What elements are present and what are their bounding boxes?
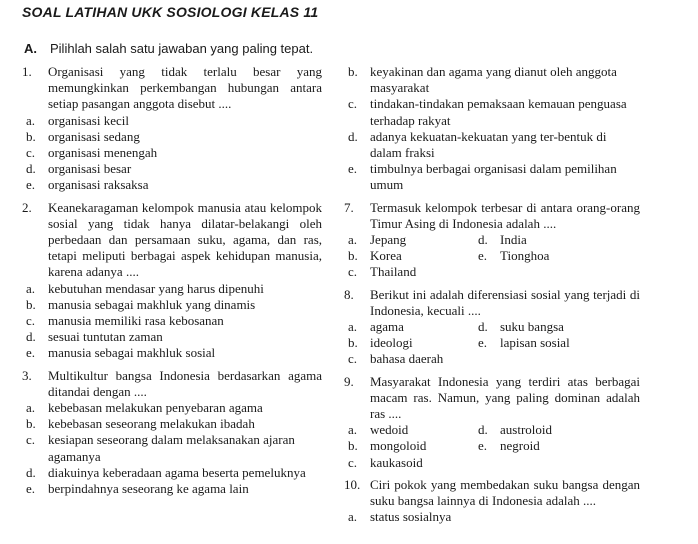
option-label: a.: [348, 422, 358, 438]
option-text: Thailand: [370, 264, 417, 280]
option: [344, 129, 640, 161]
option-text: Jepang: [370, 232, 407, 248]
option-label: e.: [26, 481, 36, 497]
option-text: sesuai tuntutan zaman: [48, 329, 163, 345]
option-text: wedoid: [370, 422, 409, 438]
option-text: berpindahnya seseorang ke agama lain: [48, 481, 249, 497]
option: [344, 96, 640, 128]
question-3: [22, 368, 322, 498]
option-label: a.: [348, 509, 358, 525]
option-label: a.: [348, 232, 358, 248]
question-number: 9.: [344, 373, 354, 389]
option: [344, 422, 474, 438]
option-text: status sosialnya: [370, 509, 452, 525]
option-text: adanya kekuatan-kekuatan yang ter-bentuk di dalam fraksi: [370, 128, 607, 161]
option: [344, 335, 474, 351]
question-8: [344, 287, 640, 368]
option: [344, 438, 474, 454]
question-number: 10.: [344, 476, 361, 492]
option-text: manusia sebagai makhluk yang dinamis: [48, 296, 256, 312]
option-text: kesiapan seseorang dalam melaksanakan ajaran agamanya: [48, 432, 295, 464]
option-label: b.: [348, 335, 358, 351]
section-header: [24, 41, 313, 56]
option: [474, 438, 640, 454]
option: [344, 351, 474, 367]
option: [22, 329, 322, 345]
option-label: d.: [478, 319, 488, 335]
option-label: b.: [26, 296, 36, 312]
option-text: bahasa daerah: [370, 351, 444, 367]
option-label: c.: [348, 96, 358, 112]
option: [344, 161, 640, 193]
section-instruction: Pilihlah salah satu jawaban yang paling tepat.: [50, 41, 314, 56]
option-text: organisasi sedang: [48, 128, 140, 144]
question-9: [344, 374, 640, 471]
option-label: d.: [478, 232, 488, 248]
option-label: b.: [348, 248, 358, 264]
option: [22, 313, 322, 329]
option-label: c.: [348, 351, 358, 367]
option-text: suku bangsa: [500, 319, 564, 335]
option-label: a.: [348, 319, 358, 335]
option: [22, 129, 322, 145]
question-number: 2.: [22, 199, 32, 215]
option: [22, 281, 322, 297]
option-label: c.: [26, 313, 36, 329]
question-2: [22, 200, 322, 362]
option: [344, 319, 474, 335]
question-text: Masyarakat Indonesia yang terdiri atas berbagai macam ras. Namun, yang paling dominan adalah ras ....: [370, 373, 640, 422]
option-text: organisasi menengah: [48, 145, 158, 161]
option-text: mongoloid: [370, 438, 427, 454]
option-text: Tionghoa: [500, 248, 550, 264]
option-label: c.: [348, 264, 358, 280]
option: [22, 113, 322, 129]
option-label: e.: [478, 335, 488, 351]
question-text: Multikultur bangsa Indonesia berdasarkan agama ditandai dengan ....: [48, 367, 322, 399]
option-text: manusia sebagai makhluk sosial: [48, 345, 216, 361]
option: [22, 161, 322, 177]
right-column: [344, 64, 640, 531]
option-text: negroid: [500, 438, 540, 454]
option-label: e.: [348, 161, 358, 177]
option-text: agama: [370, 319, 404, 335]
option: [474, 335, 640, 351]
option: [474, 422, 640, 438]
option-text: timbulnya berbagai organisasi dalam pemilihan umum: [370, 161, 617, 193]
option: [22, 345, 322, 361]
option: [22, 432, 322, 464]
question-text: Keanekaragaman kelompok manusia atau kelompok sosial yang tidak hanya dilatar-belakangi oleh perbedaan dan persamaan suku, agama, dan ras, tetapi meliputi berbagai aspek kehidupan manusia, karena adanya ....: [48, 199, 322, 280]
option-label: e.: [26, 177, 36, 193]
question-text: Organisasi yang tidak terlalu besar yang memungkinkan perkembangan hubungan antara setiap pasangan anggota disebut ....: [48, 64, 322, 112]
page-title: SOAL LATIHAN UKK SOSIOLOGI KELAS 11: [22, 4, 319, 20]
option-label: b.: [348, 64, 358, 79]
question-1: [22, 64, 322, 194]
option-text: ideologi: [370, 335, 413, 351]
question-10: [344, 477, 640, 526]
question-number: 8.: [344, 286, 354, 302]
option-text: tindakan-tindakan pemaksaan kemauan penguasa terhadap rakyat: [370, 96, 627, 128]
option: [344, 264, 474, 280]
question-number: 3.: [22, 367, 32, 383]
option-text: diakuinya keberadaan agama beserta pemeluknya: [48, 464, 306, 480]
option-text: austroloid: [500, 422, 552, 438]
option: [22, 465, 322, 481]
option-label: c.: [348, 454, 358, 470]
option-text: lapisan sosial: [500, 335, 570, 351]
option-label: b.: [26, 416, 36, 432]
option-label: d.: [478, 422, 488, 438]
option-text: manusia memiliki rasa kebosanan: [48, 313, 224, 329]
option-label: d.: [348, 128, 358, 144]
option-text: kaukasoid: [370, 454, 423, 470]
option-label: d.: [26, 329, 36, 345]
option-label: d.: [26, 161, 36, 177]
option-label: a.: [26, 400, 36, 416]
option: [22, 145, 322, 161]
question-text: Ciri pokok yang membedakan suku bangsa dengan suku bangsa lainnya di Indonesia adalah ....: [370, 476, 640, 509]
option-text: organisasi kecil: [48, 112, 129, 128]
question-number: 1.: [22, 64, 32, 79]
option: [344, 232, 474, 248]
option-text: organisasi raksaksa: [48, 177, 149, 193]
option-label: b.: [348, 438, 358, 454]
option: [344, 248, 474, 264]
option: [474, 232, 640, 248]
option-label: e.: [26, 345, 36, 361]
option-text: Korea: [370, 248, 402, 264]
option-text: kebebasan melakukan penyebaran agama: [48, 400, 263, 416]
option-label: e.: [478, 438, 488, 454]
option: [22, 297, 322, 313]
option-label: c.: [26, 145, 36, 161]
option-text: kebutuhan mendasar yang harus dipenuhi: [48, 280, 264, 296]
question-text: Termasuk kelompok terbesar di antara orang-orang Timur Asing di Indonesia adalah ....: [370, 199, 640, 231]
option: [344, 455, 474, 471]
option-label: b.: [26, 128, 36, 144]
option: [22, 416, 322, 432]
option: [474, 248, 640, 264]
question-text: Berikut ini adalah diferensiasi sosial yang terjadi di Indonesia, kecuali ....: [370, 286, 640, 318]
option-text: India: [500, 232, 527, 248]
option-label: c.: [26, 432, 36, 448]
continued-options: [344, 64, 640, 194]
option: [474, 319, 640, 335]
option: [22, 400, 322, 416]
option: [344, 64, 640, 96]
option-label: d.: [26, 464, 36, 480]
option-text: keyakinan dan agama yang dianut oleh anggota masyarakat: [370, 64, 617, 96]
option-label: e.: [478, 248, 488, 264]
left-column: [22, 64, 322, 503]
question-7: [344, 200, 640, 281]
option: [22, 481, 322, 497]
option-label: a.: [26, 112, 36, 128]
option-cutoff: [344, 509, 640, 525]
option-text: organisasi besar: [48, 161, 132, 177]
question-number: 7.: [344, 199, 354, 215]
section-letter: A.: [24, 41, 37, 56]
option-text: kebebasan seseorang melakukan ibadah: [48, 416, 255, 432]
option: [22, 177, 322, 193]
option-label: a.: [26, 280, 36, 296]
